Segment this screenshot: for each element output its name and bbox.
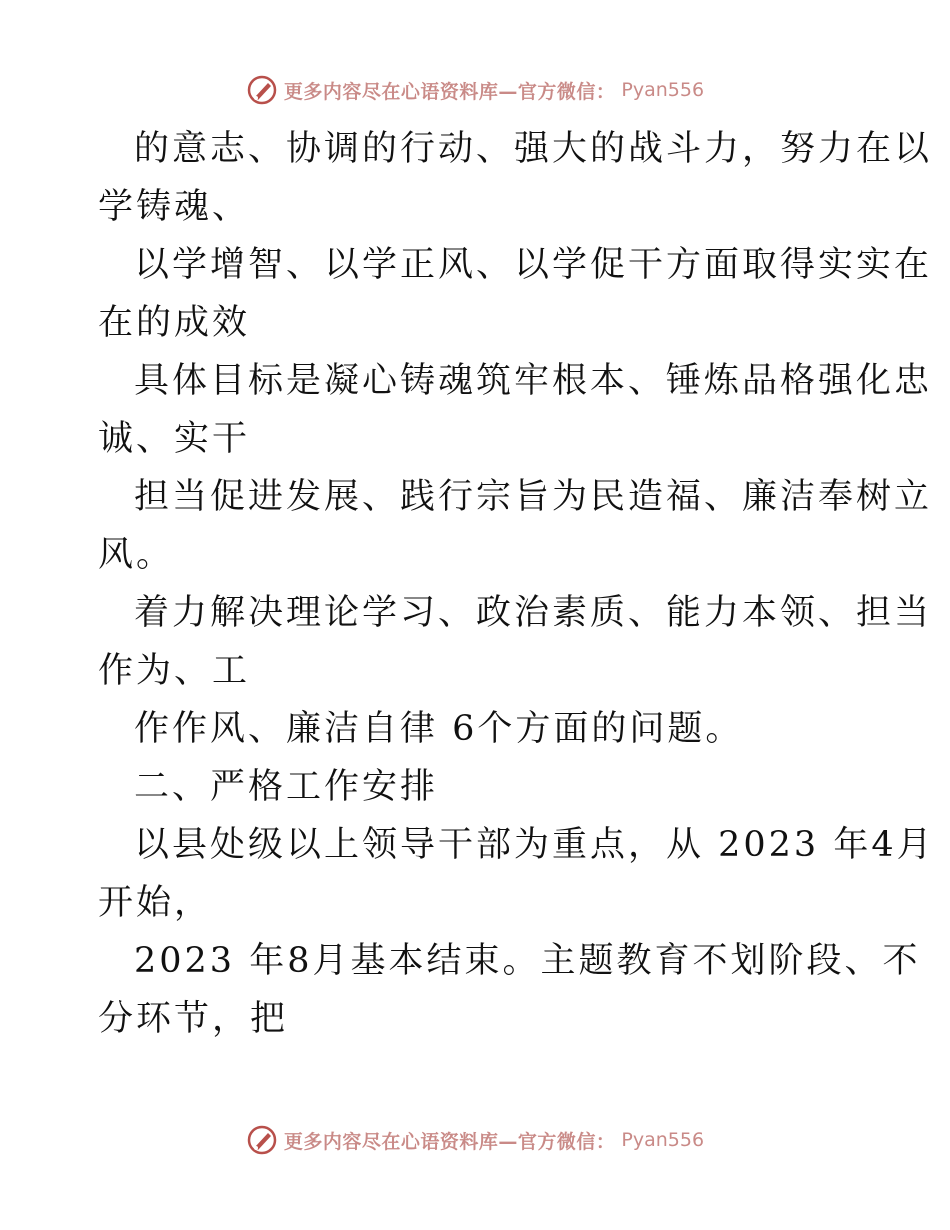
pen-seal-icon	[246, 1124, 278, 1156]
text-line: 在的成效	[98, 303, 251, 343]
text-line: 开始，	[98, 883, 213, 923]
footer-watermark	[0, 1120, 950, 1160]
text-line: 的意志、协调的行动、强大的战斗力，努力在以	[134, 129, 933, 169]
text-line: 作为、工	[98, 651, 251, 691]
text-line: 分环节，把	[98, 999, 289, 1039]
pen-seal-icon	[246, 74, 278, 106]
text-line: 着力解决理论学习、政治素质、能力本领、担当	[134, 593, 933, 633]
text-line: 具体目标是凝心铸魂筑牢根本、锤炼品格强化忠	[134, 361, 933, 401]
header-watermark	[0, 70, 950, 110]
watermark-text: 更多内容尽在心语资料库—官方微信：	[283, 80, 616, 103]
watermark-wechat-id: Pyan556	[621, 1129, 705, 1151]
text-line: 学铸魂、	[98, 187, 251, 227]
text-line: 诚、实干	[98, 419, 251, 459]
text-line: 以学增智、以学正风、以学促干方面取得实实在	[134, 245, 933, 285]
text-line: 担当促进发展、践行宗旨为民造福、廉洁奉树立	[134, 477, 933, 517]
watermark-wechat-id: Pyan556	[621, 79, 705, 101]
watermark-text: 更多内容尽在心语资料库—官方微信：	[283, 1130, 616, 1153]
text-line: 风。	[98, 535, 175, 575]
text-line: 以县处级以上领导干部为重点，从 2023 年4月	[134, 825, 935, 865]
text-line: 作作风、廉洁自律 6个方面的问题。	[134, 709, 744, 749]
text-line: 2023 年8月基本结束。主题教育不划阶段、不	[134, 941, 921, 981]
section-heading: 二、严格工作安排	[134, 767, 439, 807]
